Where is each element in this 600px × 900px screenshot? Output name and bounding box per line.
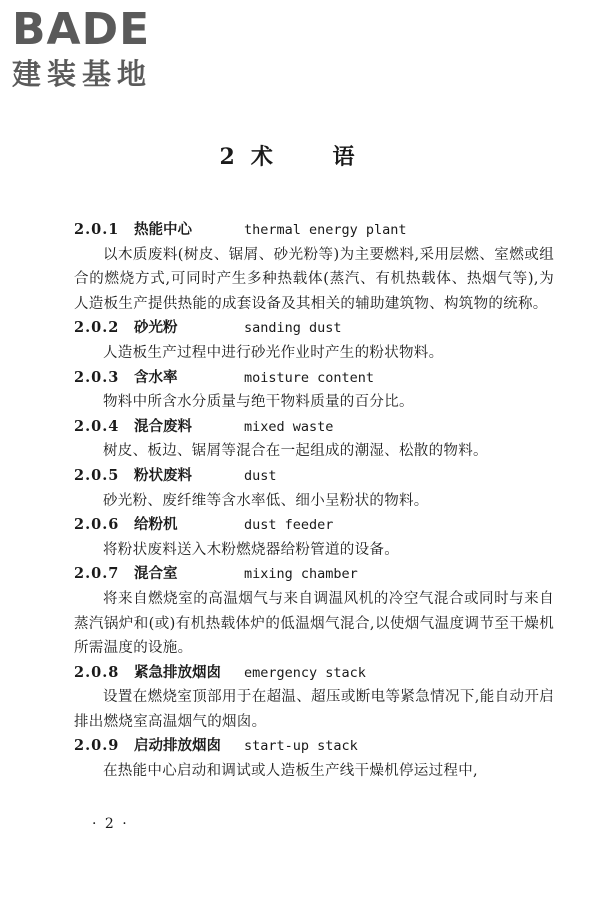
chapter-title [0, 140, 600, 171]
term-number: 2.0.6 [74, 516, 120, 534]
term-definition: 人造板生产过程中进行砂光作业时产生的粉状物料。 [103, 344, 444, 361]
logo-subtitle: 建装基地 [12, 57, 153, 91]
term-number: 2.0.5 [74, 466, 120, 484]
term-definition: 在热能中心启动和调试或人造板生产线干燥机停运过程中, [103, 763, 478, 780]
term-chinese: 混合废料 [134, 417, 192, 435]
term-definition: 将来自燃烧室的高温烟气与来自调温风机的冷空气混合或同时与来自蒸汽锅炉和(或)有机热载体炉的低温烟气混合,以使烟气温度调节至干燥机所需温度的设施。 [74, 590, 554, 657]
page-number: · 2 · [92, 816, 129, 832]
term-number: 2.0.4 [74, 417, 120, 435]
term-english: sanding dust [244, 320, 342, 337]
term-english: dust [244, 467, 277, 484]
term-english: thermal energy plant [244, 222, 407, 238]
chapter-name: 术 语 [250, 144, 381, 170]
term-chinese: 粉状废料 [134, 466, 192, 484]
term-heading [74, 218, 554, 243]
term-chinese: 给粉机 [134, 516, 178, 534]
term-chinese: 紧急排放烟囱 [134, 663, 221, 681]
term-heading [74, 415, 554, 440]
brand-logo [12, 6, 182, 92]
term-number: 2.0.3 [74, 368, 120, 386]
term-definition: 以木质废料(树皮、锯屑、砂光粉等)为主要燃料,采用层燃、室燃或组合的燃烧方式,可同时产生多种热载体(蒸汽、有机热载体、热烟气等),为人造板生产提供热能的成套设备及其相关的辅助建筑物、构筑物的统称。 [74, 246, 554, 312]
term-number: 2.0.1 [74, 221, 120, 238]
term-english: emergency stack [244, 664, 366, 681]
term-number: 2.0.8 [74, 663, 120, 681]
terms-list [74, 218, 554, 784]
term-heading [74, 734, 554, 759]
term-heading [74, 366, 554, 391]
term-chinese: 砂光粉 [134, 319, 178, 337]
term-english: moisture content [244, 369, 375, 386]
term-chinese: 含水率 [134, 368, 178, 386]
term-english: start-up stack [244, 738, 358, 755]
term-heading [74, 513, 554, 538]
term-english: mixing chamber [244, 566, 358, 583]
term-number: 2.0.7 [74, 565, 120, 583]
term-chinese: 热能中心 [134, 221, 192, 238]
term-heading [74, 316, 554, 341]
term-chinese: 混合室 [134, 565, 178, 583]
term-heading [74, 562, 554, 587]
term-definition: 将粉状废料送入木粉燃烧器给粉管道的设备。 [103, 541, 399, 558]
term-english: mixed waste [244, 418, 334, 435]
term-definition: 物料中所含水分质量与绝干物料质量的百分比。 [103, 394, 414, 411]
term-definition: 砂光粉、废纤维等含水率低、细小呈粉状的物料。 [103, 492, 429, 509]
term-english: dust feeder [244, 517, 334, 534]
term-definition: 设置在燃烧室顶部用于在超温、超压或断电等紧急情况下,能自动开启排出燃烧室高温烟气的烟囱。 [74, 689, 554, 730]
term-heading [74, 464, 554, 489]
term-heading [74, 661, 554, 686]
term-number: 2.0.9 [74, 737, 120, 755]
term-definition: 树皮、板边、锯屑等混合在一起组成的潮湿、松散的物料。 [103, 443, 488, 460]
term-chinese: 启动排放烟囱 [134, 737, 221, 755]
term-number: 2.0.2 [74, 319, 120, 337]
chapter-number: 2 [219, 144, 237, 170]
logo-brand-text: BADE [12, 4, 151, 55]
